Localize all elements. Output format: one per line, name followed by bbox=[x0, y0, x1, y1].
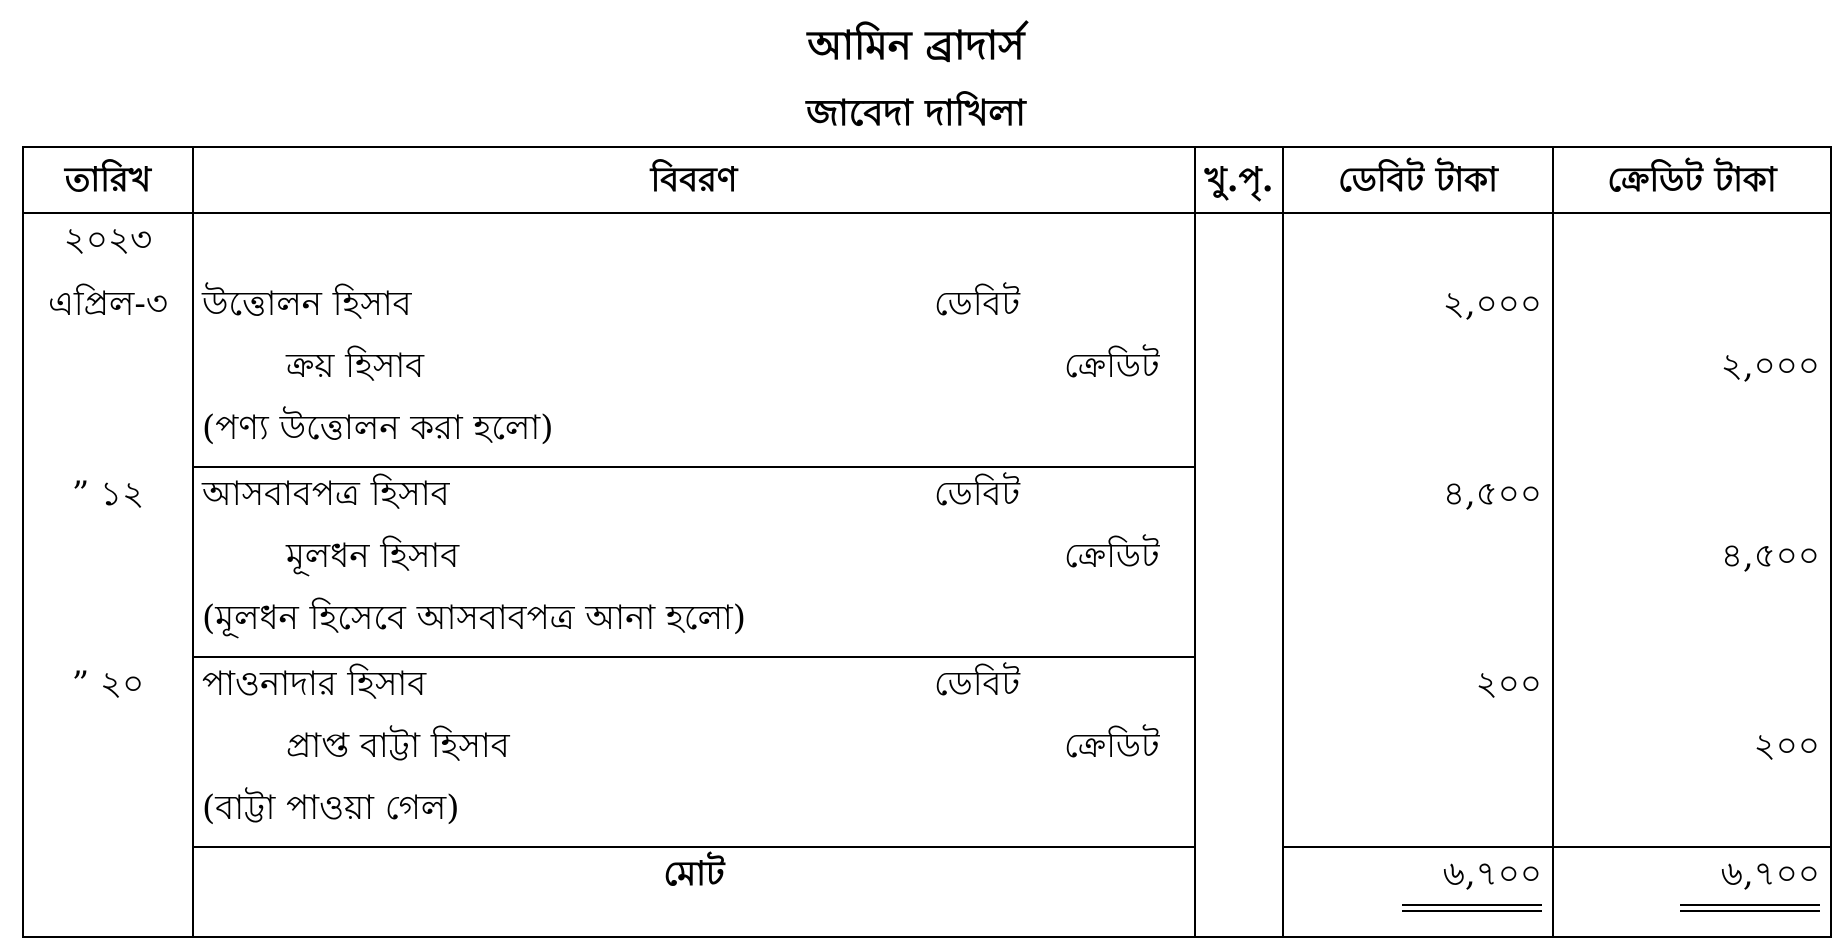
year-cell: ২০২৩ bbox=[63, 220, 153, 260]
total-credit-double-underline bbox=[1680, 904, 1820, 912]
entry-separator bbox=[192, 656, 1194, 658]
debit-marker: ডেবিট bbox=[934, 284, 1020, 324]
credit-amount: ২০০ bbox=[1753, 726, 1820, 766]
header-ledger-folio: খু.পৃ. bbox=[1204, 160, 1274, 200]
header-row-border bbox=[24, 212, 1830, 214]
total-debit: ৬,৭০০ bbox=[1442, 854, 1542, 894]
debit-amount: ৪,৫০০ bbox=[1442, 474, 1542, 514]
entry-date: ” ১২ bbox=[71, 474, 145, 514]
col-divider-folio bbox=[1282, 148, 1284, 936]
total-label: মোট bbox=[663, 854, 725, 894]
company-title: আমিন ব্রাদার্স bbox=[807, 22, 1025, 69]
credit-marker: ক্রেডিট bbox=[1064, 536, 1160, 576]
debit-amount: ২,০০০ bbox=[1442, 284, 1542, 324]
amount-total-rule bbox=[1282, 846, 1830, 848]
debit-marker: ডেবিট bbox=[934, 474, 1020, 514]
total-debit-double-underline bbox=[1402, 904, 1542, 912]
narration: (বাট্টা পাওয়া গেল) bbox=[202, 788, 460, 828]
entry-separator bbox=[192, 466, 1194, 468]
entry-date: এপ্রিল-৩ bbox=[48, 284, 168, 324]
entry-date: ” ২০ bbox=[71, 664, 145, 704]
col-divider-date bbox=[192, 148, 194, 936]
journal-subtitle: জাবেদা দাখিলা bbox=[806, 92, 1026, 134]
debit-marker: ডেবিট bbox=[934, 664, 1020, 704]
header-description: বিবরণ bbox=[650, 160, 738, 200]
header-credit: ক্রেডিট টাকা bbox=[1607, 160, 1777, 200]
debit-account: পাওনাদার হিসাব bbox=[202, 664, 427, 704]
debit-amount: ২০০ bbox=[1475, 664, 1542, 704]
credit-account: ক্রয় হিসাব bbox=[286, 346, 425, 386]
debit-account: আসবাবপত্র হিসাব bbox=[202, 474, 450, 514]
entry-separator bbox=[192, 846, 1194, 848]
total-credit: ৬,৭০০ bbox=[1720, 854, 1820, 894]
credit-amount: ২,০০০ bbox=[1720, 346, 1820, 386]
narration: (পণ্য উত্তোলন করা হলো) bbox=[202, 408, 554, 448]
credit-amount: ৪,৫০০ bbox=[1720, 536, 1820, 576]
header-date: তারিখ bbox=[64, 160, 152, 200]
debit-account: উত্তোলন হিসাব bbox=[202, 284, 412, 324]
credit-marker: ক্রেডিট bbox=[1064, 726, 1160, 766]
header-debit: ডেবিট টাকা bbox=[1338, 160, 1498, 200]
journal-table bbox=[22, 146, 1832, 938]
credit-account: প্রাপ্ত বাট্টা হিসাব bbox=[286, 726, 510, 766]
credit-account: মূলধন হিসাব bbox=[286, 536, 460, 576]
narration: (মূলধন হিসেবে আসবাবপত্র আনা হলো) bbox=[202, 598, 747, 638]
credit-marker: ক্রেডিট bbox=[1064, 346, 1160, 386]
col-divider-description bbox=[1194, 148, 1196, 936]
